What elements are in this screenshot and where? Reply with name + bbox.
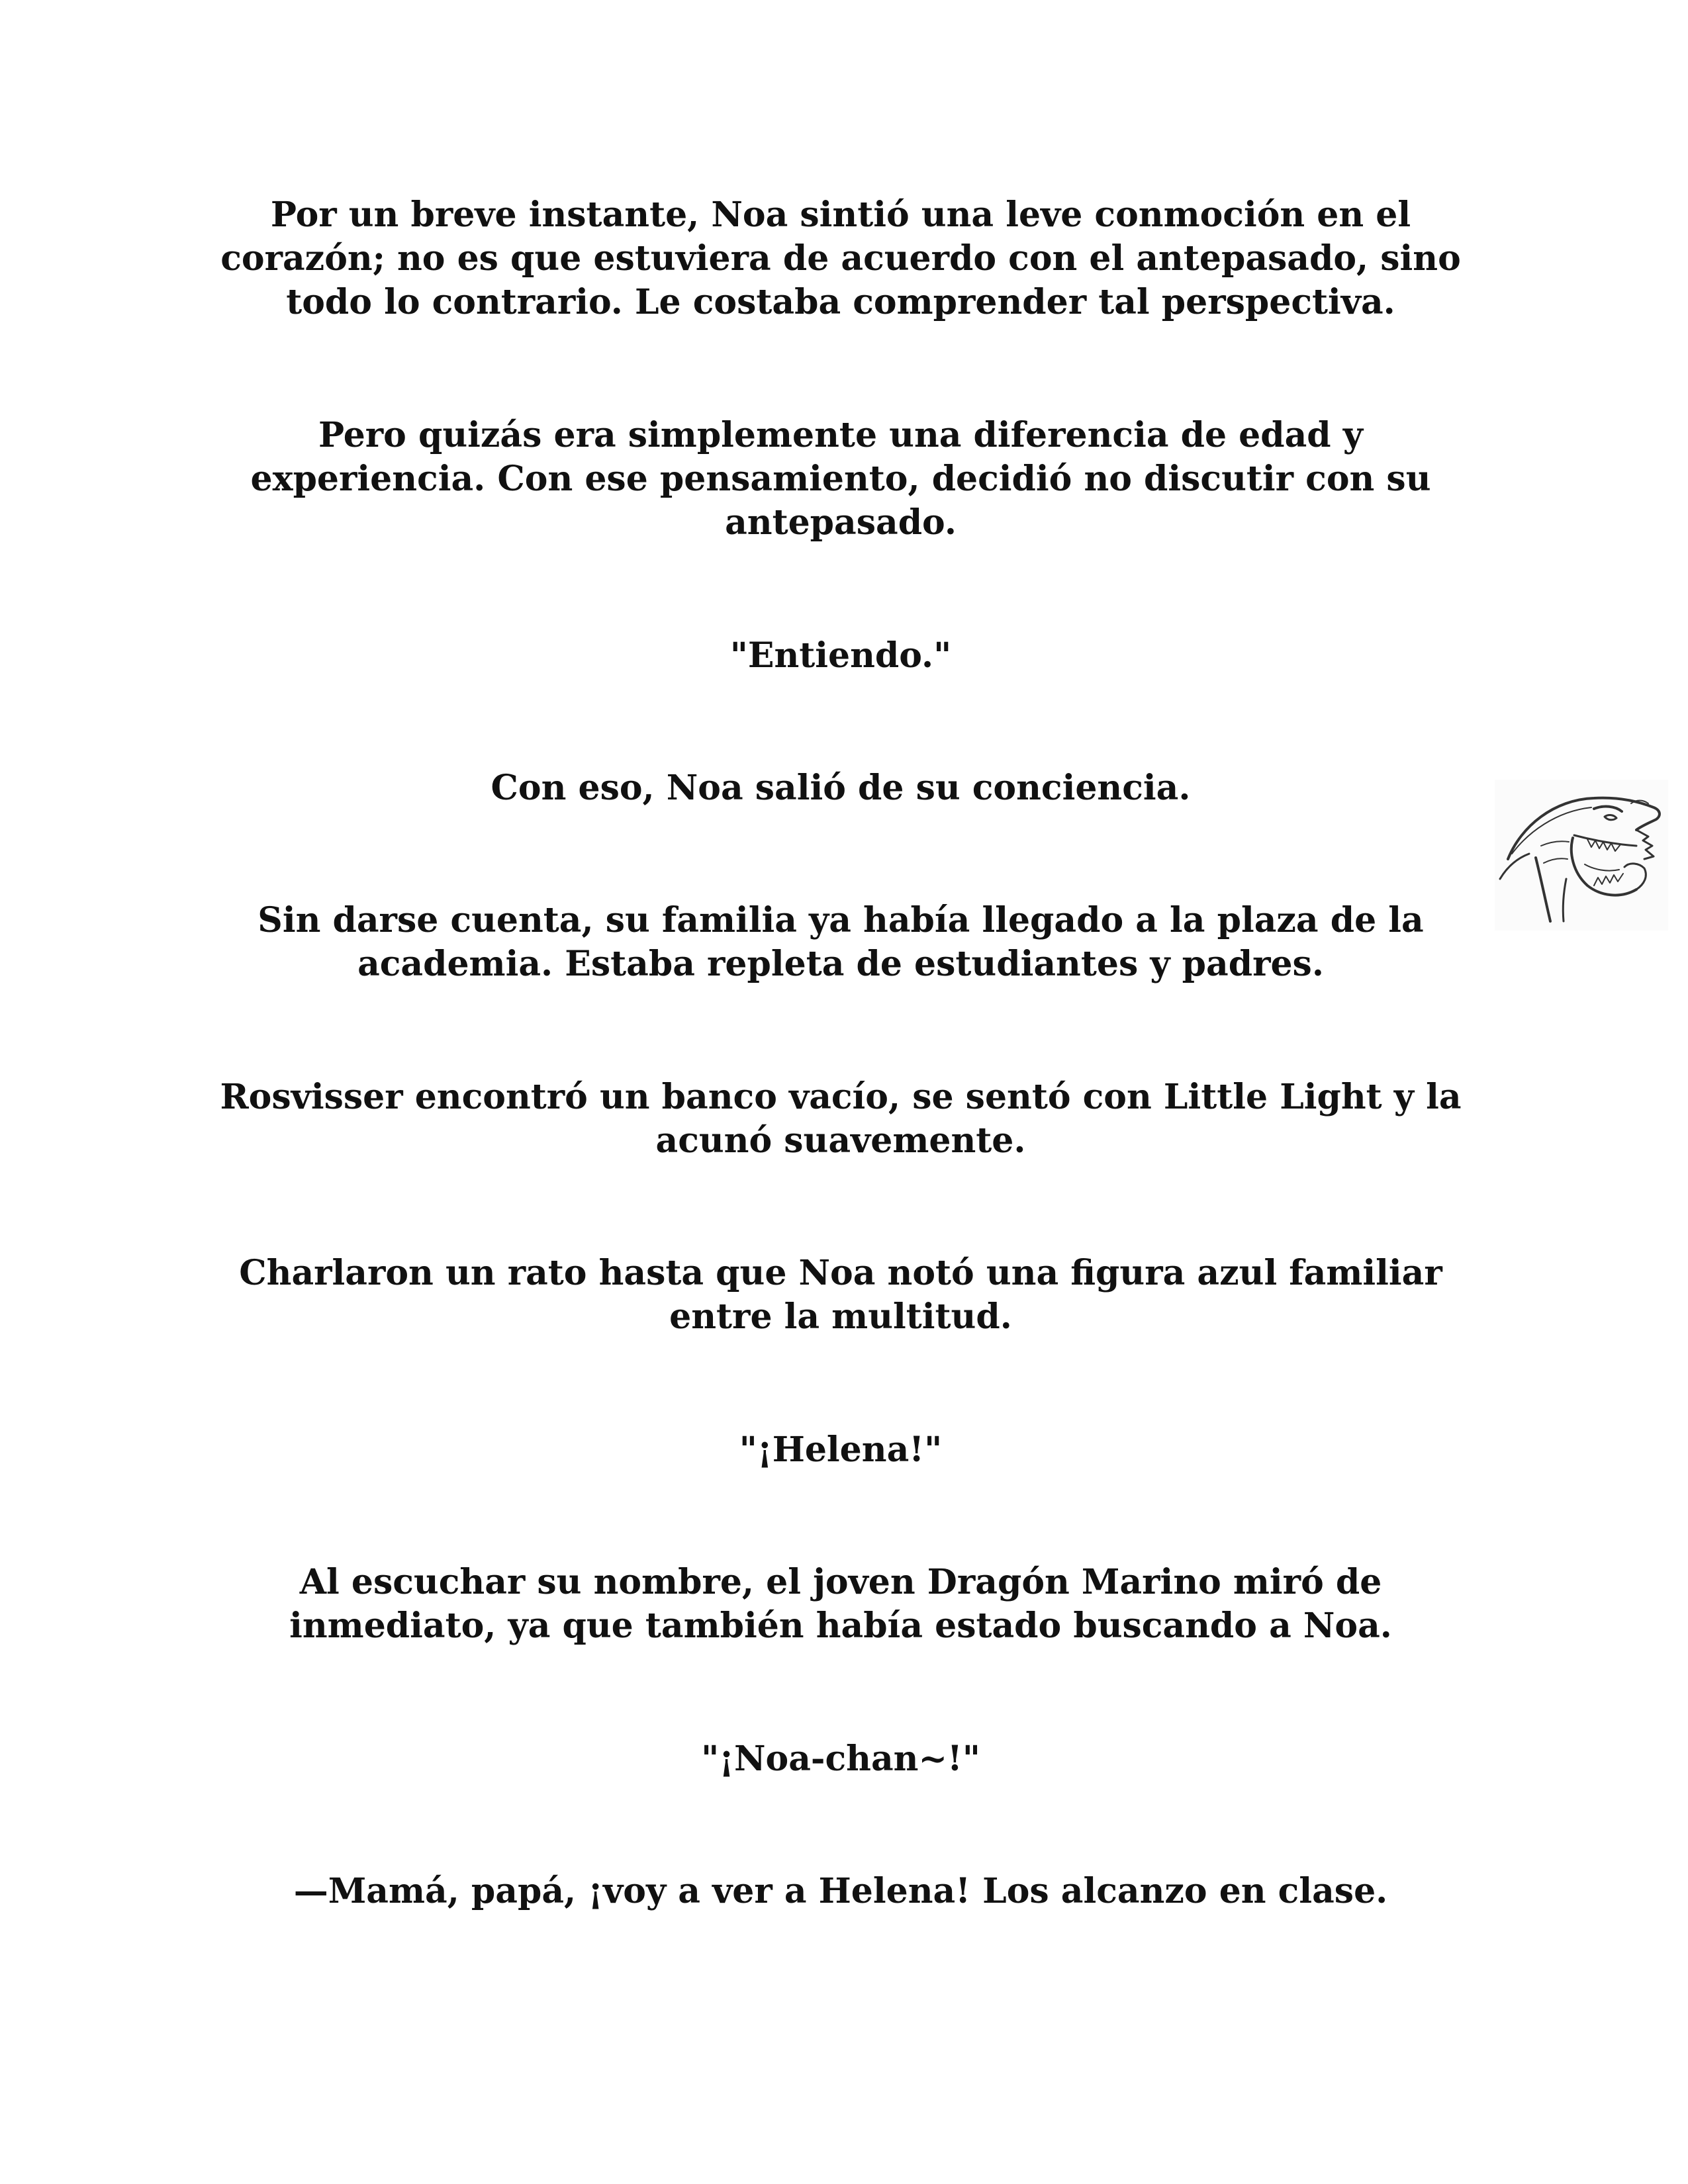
paragraph-11: —Mamá, papá, ¡voy a ver a Helena! Los alcanzo en clase. — [293, 1871, 1388, 1911]
paragraph-9: Al escuchar su nombre, el joven Dragón Marino miró de inmediato, ya que también había estado buscando a Noa. — [289, 1562, 1392, 1646]
paragraph-5: Sin darse cuenta, su familia ya había llegado a la plaza de la academia. Estaba repleta de estudiantes y padres. — [258, 900, 1424, 984]
paragraph-6: Rosvisser encontró un banco vacío, se sentó con Little Light y la acunó suavemente. — [220, 1077, 1462, 1161]
paragraph-3: "Entiendo." — [729, 635, 952, 676]
dinosaur-head-sketch-icon — [1495, 780, 1668, 931]
paragraph-4: Con eso, Noa salió de su conciencia. — [491, 768, 1191, 808]
paragraph-7: Charlaron un rato hasta que Noa notó una figura azul familiar entre la multitud. — [239, 1253, 1442, 1337]
paragraph-10: "¡Noa-chan~!" — [701, 1739, 980, 1779]
paragraph-8: "¡Helena!" — [739, 1430, 943, 1470]
paragraph-1: Por un breve instante, Noa sintió una leve conmoción en el corazón; no es que estuviera de acuerdo con el antepasado, sino todo lo contrario. Le costaba comprender tal perspectiva. — [220, 195, 1461, 322]
paragraph-2: Pero quizás era simplemente una diferencia de edad y experiencia. Con ese pensamiento, decidió no discutir con su antepasado. — [250, 415, 1431, 543]
